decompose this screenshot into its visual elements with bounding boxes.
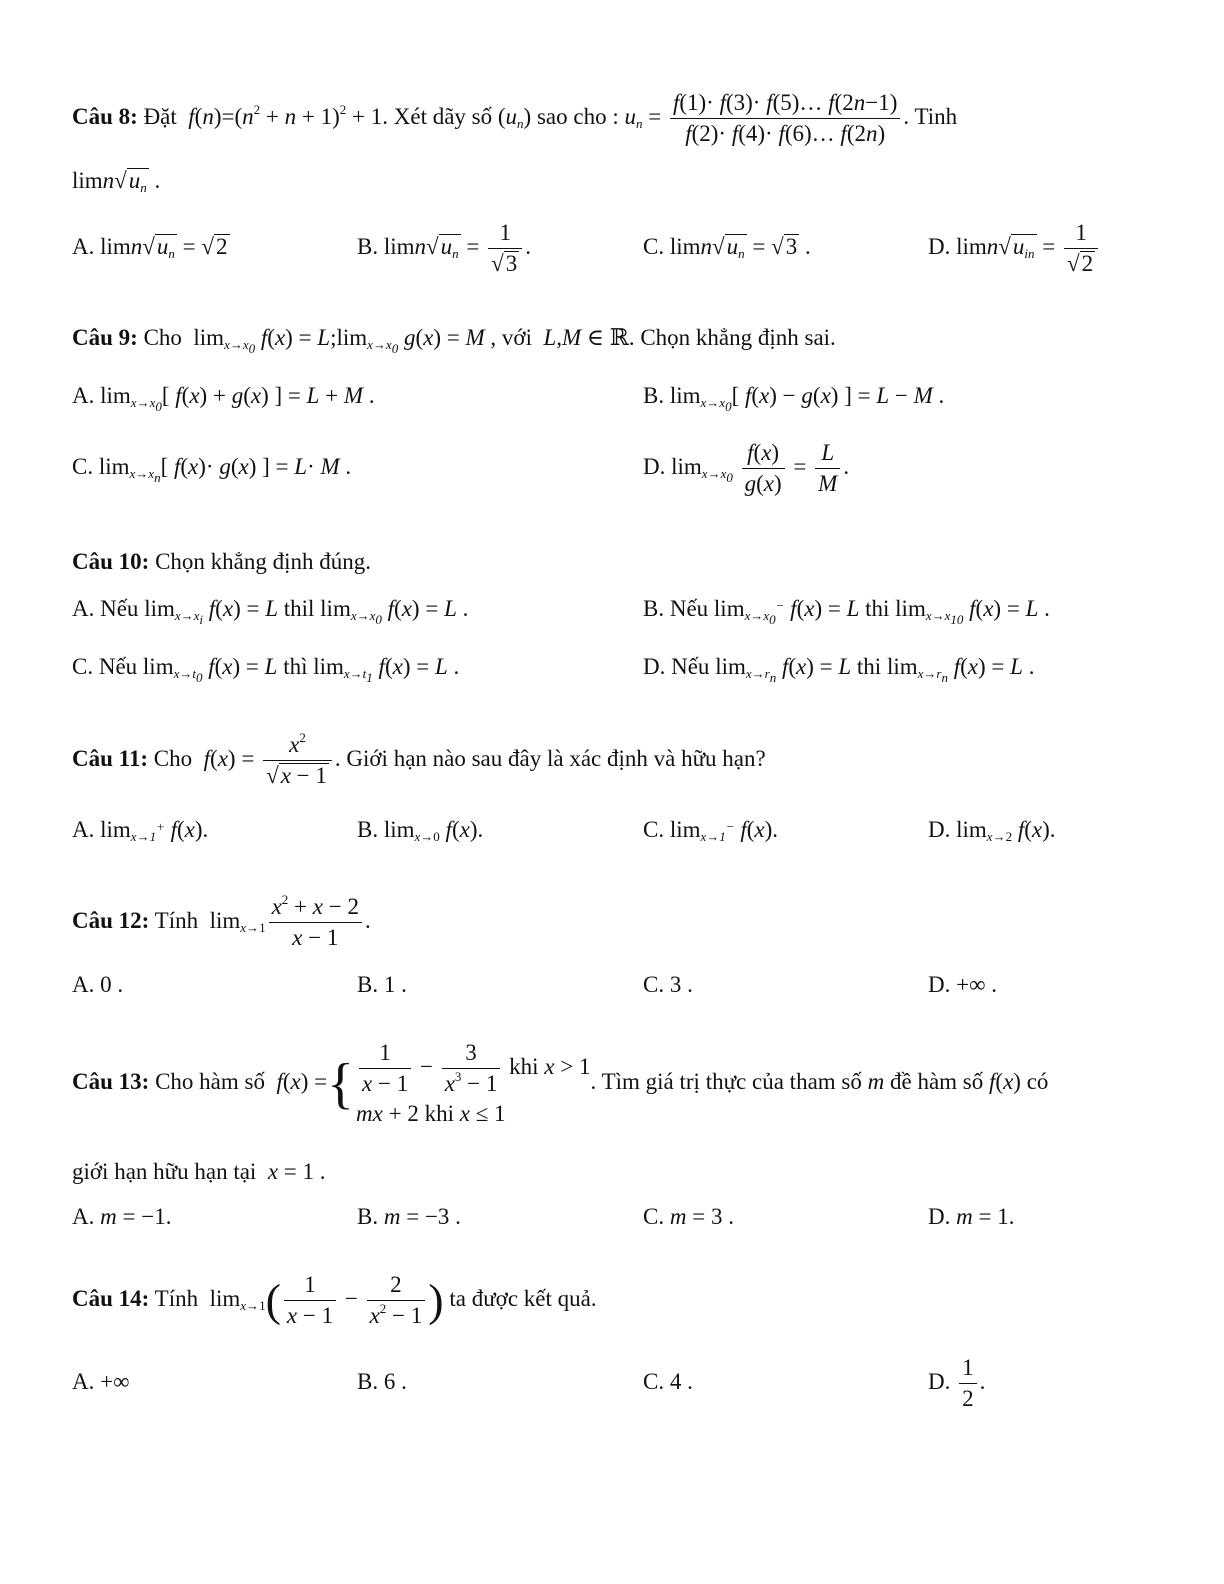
q8-fn-def: $f(n)=(n^2 + n + 1)^2 + 1$ bbox=[182, 101, 383, 129]
q13-stem: Câu 13: Cho hàm số f(x) ={ $\frac{1}{x - 1}$ − $\frac{3}{x^3 - 1}$ khi x > 1 mx + 2 khi x ≤ 1 . Tìm giá trị thực của tham số m đề hàm số f(x) có bbox=[72, 1040, 1049, 1126]
q13-point: x = 1 . bbox=[267, 1159, 326, 1184]
q9-option-b[interactable]: B. $\lim_{x\to x_0}$[ f(x) − g(x) ] = L − M . bbox=[643, 383, 945, 414]
q10-label: Câu 10: bbox=[72, 549, 150, 574]
q9-option-a[interactable]: A. $\lim_{x\to x_0}$[ f(x) + g(x) ] = L + M . bbox=[72, 383, 375, 414]
q12-stem: Câu 12: Tính $\lim_{x\to 1}$ $\frac{x^2 + x - 2}{x - 1}$ . bbox=[72, 892, 371, 950]
q12-limit: $\lim_{x\to 1}$ $\frac{x^2 + x - 2}{x - 1}$ . bbox=[203, 892, 371, 950]
q10-option-b[interactable]: B. Nếu $\lim_{x\to x_0^-} f(x) = L$ thi $\lim_{x\to x_{10}} f(x) = L$ . bbox=[643, 596, 1050, 627]
q8-stem: Câu 8: Đặt $f(n)=(n^2 + n + 1)^2 + 1$. Xét dãy số $(u_n)$ sao cho : $u_n$ = $\frac{f(1)\cdot f(3)\cdot f(5)\dots f(2n-1)}{f(2)\cdot f(4)\cdot f(6)\dots f(2n)}$ . Tinh bbox=[72, 90, 958, 146]
q8-stem-cont bbox=[72, 166, 160, 196]
q14-option-d[interactable]: D. $\frac{1}{2}$ . bbox=[928, 1355, 986, 1411]
q13-option-a[interactable]: A. m = −1. bbox=[72, 1204, 172, 1229]
q11-option-b[interactable]: B. $\lim_{x\to 0} f(x)$. bbox=[357, 817, 484, 844]
q14-option-b[interactable]: B. 6 . bbox=[357, 1369, 407, 1394]
q9-hypothesis: $\lim_{x\to x_0} f(x)$ = $L;\lim_{x\to x_0}$ g(x) = M bbox=[187, 325, 485, 356]
q14-label: Câu 14: bbox=[72, 1285, 150, 1311]
q8-option-c[interactable]: C. $\lim n√u_n = √3$ . bbox=[643, 234, 811, 261]
q8-option-b[interactable]: B. $\lim n√u_n$ = $\frac{1}{√3}$ . bbox=[357, 220, 531, 276]
q12-option-c[interactable]: C. 3 . bbox=[643, 972, 693, 997]
q13-piecewise: f(x) ={ $\frac{1}{x - 1}$ − $\frac{3}{x^3 - 1}$ khi x > 1 mx + 2 khi x ≤ 1 bbox=[276, 1040, 591, 1126]
q10-stem: Câu 10: Chọn khẳng định đúng. bbox=[72, 549, 372, 574]
q11-option-c[interactable]: C. $\lim_{x\to 1^-} f(x)$. bbox=[643, 817, 779, 844]
q14-limit: $\lim_{x\to 1}$( $\frac{1}{x - 1}$ − $\frac{2}{x^2 - 1}$ ) bbox=[203, 1272, 444, 1328]
q11-option-d[interactable]: D. $\lim_{x\to 2} f(x)$. bbox=[928, 817, 1056, 844]
q14-option-a[interactable]: A. +∞ bbox=[72, 1369, 130, 1394]
q11-function: f(x) = $\frac{x^2}{√x - 1}$ bbox=[198, 746, 335, 771]
q13-fx: f(x) bbox=[989, 1068, 1021, 1094]
q12-label: Câu 12: bbox=[72, 907, 150, 933]
q8-un-formula: $u_n$ = $\frac{f(1)\cdot f(3)\cdot f(5)\dots f(2n-1)}{f(2)\cdot f(4)\cdot f(6)\dots f(2n)}$ bbox=[624, 104, 903, 129]
q9-label: Câu 9: bbox=[72, 325, 138, 350]
q12-option-a[interactable]: A. 0 . bbox=[72, 972, 124, 997]
q8-target-limit: $\lim n√u_n$ . bbox=[72, 168, 161, 195]
q11-label: Câu 11: bbox=[72, 745, 149, 771]
q8-label: Câu 8: bbox=[72, 103, 138, 129]
q14-option-c[interactable]: C. 4 . bbox=[643, 1369, 693, 1394]
q13-option-b[interactable]: B. m = −3 . bbox=[357, 1204, 461, 1229]
q10-option-c[interactable]: C. Nếu $\lim_{x\to t_0} f(x) = L$ thì $\lim_{x\to t_1} f(x) = L$ . bbox=[72, 654, 460, 685]
q9-option-d[interactable]: D. $\lim_{x\to x_0}$ $\frac{f(x)}{g(x)}$ = $\frac{L}{M}$ . bbox=[643, 440, 850, 496]
q10-option-a[interactable]: A. Nếu $\lim_{x\to x_i} f(x) = L$ thil $\lim_{x\to x_0} f(x) = L$ . bbox=[72, 596, 469, 627]
q14-stem: Câu 14: Tính $\lim_{x\to 1}$( $\frac{1}{x - 1}$ − $\frac{2}{x^2 - 1}$ ) ta được kết quả. bbox=[72, 1272, 597, 1328]
q9-option-c[interactable]: C. $\lim_{x\to x_n}$[ f(x)· g(x) ] = L· M . bbox=[72, 454, 352, 485]
q8-option-d[interactable]: D. $\lim n√u_{in}$ = $\frac{1}{√2}$ bbox=[928, 218, 1101, 279]
q12-option-b[interactable]: B. 1 . bbox=[357, 972, 407, 997]
q13-option-d[interactable]: D. m = 1. bbox=[928, 1204, 1015, 1229]
q13-option-c[interactable]: C. m = 3 . bbox=[643, 1204, 734, 1229]
q11-option-a[interactable]: A. $\lim_{x\to 1^+} f(x)$. bbox=[72, 817, 209, 844]
q11-stem: Câu 11: Cho f(x) = $\frac{x^2}{√x - 1}$ . Giới hạn nào sau đây là xác định và hữu hạn? bbox=[72, 730, 766, 788]
q13-label: Câu 13: bbox=[72, 1068, 150, 1094]
q8-option-a[interactable]: A. $\lim n√u_n = √2$ bbox=[72, 234, 228, 261]
q12-option-d[interactable]: D. +∞ . bbox=[928, 972, 997, 997]
q9-set: L,M ∈ ℝ bbox=[537, 325, 629, 350]
q13-stem-cont: giới hạn hữu hạn tại x = 1 . bbox=[72, 1159, 326, 1184]
q9-stem: Câu 9: Cho $\lim_{x\to x_0} f(x)$ = $L;\lim_{x\to x_0}$ g(x) = M , với L,M ∈ ℝ. Chọn khẳng định sai. bbox=[72, 325, 836, 356]
q8-seq: $(u_n)$ bbox=[497, 103, 532, 131]
q13-param: m bbox=[867, 1068, 885, 1094]
q10-option-d[interactable]: D. Nếu $\lim_{x\to r_n} f(x) = L$ thi $\lim_{x\to r_n} f(x) = L$ . bbox=[643, 654, 1035, 685]
